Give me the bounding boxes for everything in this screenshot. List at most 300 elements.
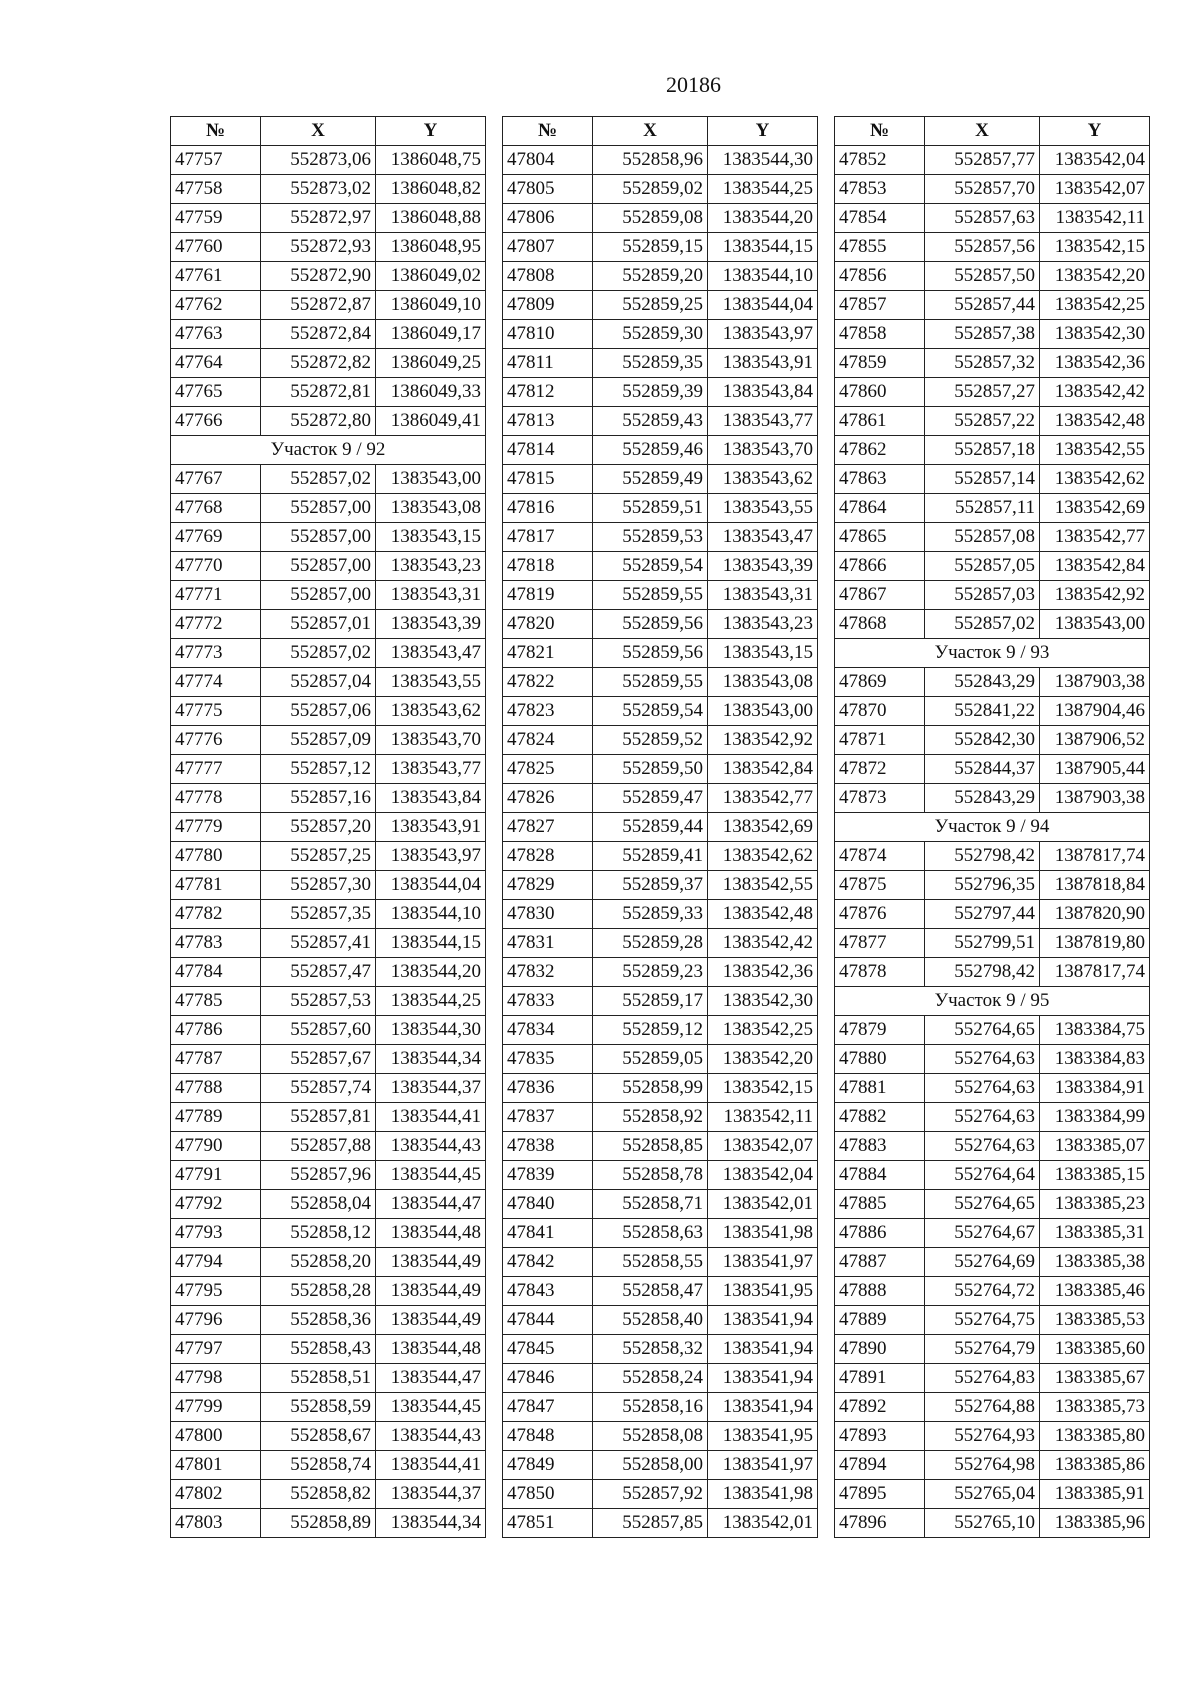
point-number-cell: 47870 <box>835 697 925 726</box>
point-number-cell: 47778 <box>171 784 261 813</box>
x-coordinate-cell: 552858,04 <box>261 1190 376 1219</box>
y-coordinate-cell: 1383544,48 <box>376 1335 486 1364</box>
x-coordinate-cell: 552873,02 <box>261 175 376 204</box>
table-row <box>503 523 818 552</box>
table-row <box>171 581 486 610</box>
point-number-cell: 47859 <box>835 349 925 378</box>
point-number-cell: 47775 <box>171 697 261 726</box>
table-row <box>835 465 1150 494</box>
y-coordinate-cell: 1383543,00 <box>708 697 818 726</box>
table-row <box>835 146 1150 175</box>
column-header-number: № <box>835 117 925 146</box>
y-coordinate-cell: 1383544,49 <box>376 1306 486 1335</box>
y-coordinate-cell: 1383543,84 <box>708 378 818 407</box>
x-coordinate-cell: 552859,33 <box>593 900 708 929</box>
point-number-cell: 47799 <box>171 1393 261 1422</box>
point-number-cell: 47800 <box>171 1422 261 1451</box>
point-number-cell: 47824 <box>503 726 593 755</box>
y-coordinate-cell: 1383542,04 <box>1040 146 1150 175</box>
y-coordinate-cell: 1383385,07 <box>1040 1132 1150 1161</box>
table-row <box>503 1219 818 1248</box>
x-coordinate-cell: 552859,44 <box>593 813 708 842</box>
point-number-cell: 47838 <box>503 1132 593 1161</box>
point-number-cell: 47874 <box>835 842 925 871</box>
x-coordinate-cell: 552857,02 <box>261 639 376 668</box>
point-number-cell: 47853 <box>835 175 925 204</box>
x-coordinate-cell: 552857,20 <box>261 813 376 842</box>
point-number-cell: 47814 <box>503 436 593 465</box>
table-row <box>503 784 818 813</box>
table-row <box>171 204 486 233</box>
point-number-cell: 47774 <box>171 668 261 697</box>
x-coordinate-cell: 552873,06 <box>261 146 376 175</box>
table-row <box>503 407 818 436</box>
y-coordinate-cell: 1383543,97 <box>708 320 818 349</box>
x-coordinate-cell: 552798,42 <box>925 958 1040 987</box>
y-coordinate-cell: 1383384,83 <box>1040 1045 1150 1074</box>
point-number-cell: 47779 <box>171 813 261 842</box>
x-coordinate-cell: 552858,71 <box>593 1190 708 1219</box>
y-coordinate-cell: 1387906,52 <box>1040 726 1150 755</box>
table-row <box>503 697 818 726</box>
x-coordinate-cell: 552857,06 <box>261 697 376 726</box>
y-coordinate-cell: 1383544,15 <box>708 233 818 262</box>
table-row <box>503 146 818 175</box>
table-row <box>171 1219 486 1248</box>
table-row <box>503 726 818 755</box>
table-row <box>171 929 486 958</box>
y-coordinate-cell: 1383543,62 <box>708 465 818 494</box>
y-coordinate-cell: 1383543,97 <box>376 842 486 871</box>
point-number-cell: 47863 <box>835 465 925 494</box>
y-coordinate-cell: 1383542,84 <box>708 755 818 784</box>
point-number-cell: 47801 <box>171 1451 261 1480</box>
x-coordinate-cell: 552765,04 <box>925 1480 1040 1509</box>
point-number-cell: 47872 <box>835 755 925 784</box>
x-coordinate-cell: 552859,50 <box>593 755 708 784</box>
point-number-cell: 47840 <box>503 1190 593 1219</box>
point-number-cell: 47876 <box>835 900 925 929</box>
y-coordinate-cell: 1383384,99 <box>1040 1103 1150 1132</box>
point-number-cell: 47762 <box>171 291 261 320</box>
point-number-cell: 47846 <box>503 1364 593 1393</box>
y-coordinate-cell: 1383543,77 <box>708 407 818 436</box>
point-number-cell: 47790 <box>171 1132 261 1161</box>
point-number-cell: 47827 <box>503 813 593 842</box>
y-coordinate-cell: 1386048,75 <box>376 146 486 175</box>
y-coordinate-cell: 1386049,10 <box>376 291 486 320</box>
table-row <box>503 320 818 349</box>
table-row <box>503 1161 818 1190</box>
y-coordinate-cell: 1383542,04 <box>708 1161 818 1190</box>
table-row <box>835 784 1150 813</box>
y-coordinate-cell: 1383541,97 <box>708 1451 818 1480</box>
point-number-cell: 47835 <box>503 1045 593 1074</box>
table-row <box>835 320 1150 349</box>
x-coordinate-cell: 552858,40 <box>593 1306 708 1335</box>
x-coordinate-cell: 552872,90 <box>261 262 376 291</box>
table-row <box>835 1509 1150 1538</box>
x-coordinate-cell: 552872,93 <box>261 233 376 262</box>
y-coordinate-cell: 1387820,90 <box>1040 900 1150 929</box>
table-row <box>835 1335 1150 1364</box>
x-coordinate-cell: 552858,36 <box>261 1306 376 1335</box>
x-coordinate-cell: 552858,47 <box>593 1277 708 1306</box>
x-coordinate-cell: 552859,53 <box>593 523 708 552</box>
table-row <box>171 1480 486 1509</box>
column-header-y: Y <box>1040 117 1150 146</box>
point-number-cell: 47764 <box>171 349 261 378</box>
y-coordinate-cell: 1387818,84 <box>1040 871 1150 900</box>
point-number-cell: 47791 <box>171 1161 261 1190</box>
x-coordinate-cell: 552857,02 <box>261 465 376 494</box>
point-number-cell: 47886 <box>835 1219 925 1248</box>
table-row <box>835 610 1150 639</box>
point-number-cell: 47820 <box>503 610 593 639</box>
table-row <box>503 610 818 639</box>
x-coordinate-cell: 552857,14 <box>925 465 1040 494</box>
point-number-cell: 47810 <box>503 320 593 349</box>
y-coordinate-cell: 1383544,25 <box>708 175 818 204</box>
table-header-row <box>171 117 486 146</box>
table-row <box>835 407 1150 436</box>
x-coordinate-cell: 552764,72 <box>925 1277 1040 1306</box>
x-coordinate-cell: 552764,63 <box>925 1074 1040 1103</box>
y-coordinate-cell: 1383385,23 <box>1040 1190 1150 1219</box>
point-number-cell: 47873 <box>835 784 925 813</box>
x-coordinate-cell: 552857,74 <box>261 1074 376 1103</box>
y-coordinate-cell: 1383542,62 <box>708 842 818 871</box>
coordinates-table-1 <box>170 116 486 1538</box>
y-coordinate-cell: 1383544,47 <box>376 1190 486 1219</box>
x-coordinate-cell: 552857,60 <box>261 1016 376 1045</box>
y-coordinate-cell: 1383385,38 <box>1040 1248 1150 1277</box>
table-row <box>171 1509 486 1538</box>
point-number-cell: 47777 <box>171 755 261 784</box>
table-row <box>835 1480 1150 1509</box>
x-coordinate-cell: 552858,00 <box>593 1451 708 1480</box>
column-header-y: Y <box>708 117 818 146</box>
x-coordinate-cell: 552858,78 <box>593 1161 708 1190</box>
y-coordinate-cell: 1383544,30 <box>708 146 818 175</box>
table-row <box>171 1277 486 1306</box>
point-number-cell: 47793 <box>171 1219 261 1248</box>
y-coordinate-cell: 1383542,30 <box>1040 320 1150 349</box>
y-coordinate-cell: 1386049,25 <box>376 349 486 378</box>
y-coordinate-cell: 1383385,91 <box>1040 1480 1150 1509</box>
point-number-cell: 47858 <box>835 320 925 349</box>
y-coordinate-cell: 1383542,48 <box>708 900 818 929</box>
point-number-cell: 47857 <box>835 291 925 320</box>
point-number-cell: 47828 <box>503 842 593 871</box>
y-coordinate-cell: 1383542,25 <box>708 1016 818 1045</box>
point-number-cell: 47770 <box>171 552 261 581</box>
x-coordinate-cell: 552764,67 <box>925 1219 1040 1248</box>
point-number-cell: 47844 <box>503 1306 593 1335</box>
x-coordinate-cell: 552857,27 <box>925 378 1040 407</box>
x-coordinate-cell: 552857,63 <box>925 204 1040 233</box>
point-number-cell: 47816 <box>503 494 593 523</box>
x-coordinate-cell: 552859,55 <box>593 668 708 697</box>
table-row <box>835 1219 1150 1248</box>
point-number-cell: 47881 <box>835 1074 925 1103</box>
point-number-cell: 47806 <box>503 204 593 233</box>
table-row <box>171 291 486 320</box>
table-header-row <box>835 117 1150 146</box>
x-coordinate-cell: 552859,49 <box>593 465 708 494</box>
table-row <box>835 552 1150 581</box>
x-coordinate-cell: 552798,42 <box>925 842 1040 871</box>
x-coordinate-cell: 552764,65 <box>925 1190 1040 1219</box>
x-coordinate-cell: 552857,50 <box>925 262 1040 291</box>
x-coordinate-cell: 552859,55 <box>593 581 708 610</box>
x-coordinate-cell: 552857,00 <box>261 494 376 523</box>
x-coordinate-cell: 552858,99 <box>593 1074 708 1103</box>
table-row <box>171 1335 486 1364</box>
x-coordinate-cell: 552764,75 <box>925 1306 1040 1335</box>
y-coordinate-cell: 1383384,91 <box>1040 1074 1150 1103</box>
page-number: 20186 <box>666 72 721 97</box>
point-number-cell: 47889 <box>835 1306 925 1335</box>
table-header-row <box>503 117 818 146</box>
x-coordinate-cell: 552859,54 <box>593 552 708 581</box>
x-coordinate-cell: 552859,25 <box>593 291 708 320</box>
table-row <box>503 262 818 291</box>
point-number-cell: 47794 <box>171 1248 261 1277</box>
y-coordinate-cell: 1383542,92 <box>1040 581 1150 610</box>
table-row <box>835 668 1150 697</box>
point-number-cell: 47815 <box>503 465 593 494</box>
point-number-cell: 47875 <box>835 871 925 900</box>
x-coordinate-cell: 552857,44 <box>925 291 1040 320</box>
y-coordinate-cell: 1383541,94 <box>708 1306 818 1335</box>
point-number-cell: 47818 <box>503 552 593 581</box>
point-number-cell: 47819 <box>503 581 593 610</box>
y-coordinate-cell: 1383544,43 <box>376 1132 486 1161</box>
y-coordinate-cell: 1383543,15 <box>708 639 818 668</box>
table-row <box>835 262 1150 291</box>
table-row <box>171 958 486 987</box>
y-coordinate-cell: 1383544,04 <box>376 871 486 900</box>
table-row <box>835 1422 1150 1451</box>
table-row <box>503 639 818 668</box>
x-coordinate-cell: 552857,02 <box>925 610 1040 639</box>
table-row <box>171 1306 486 1335</box>
y-coordinate-cell: 1387903,38 <box>1040 668 1150 697</box>
point-number-cell: 47776 <box>171 726 261 755</box>
y-coordinate-cell: 1383542,84 <box>1040 552 1150 581</box>
y-coordinate-cell: 1387817,74 <box>1040 842 1150 871</box>
x-coordinate-cell: 552858,89 <box>261 1509 376 1538</box>
point-number-cell: 47780 <box>171 842 261 871</box>
table-row <box>171 1364 486 1393</box>
x-coordinate-cell: 552859,20 <box>593 262 708 291</box>
table-row <box>171 1074 486 1103</box>
point-number-cell: 47885 <box>835 1190 925 1219</box>
point-number-cell: 47763 <box>171 320 261 349</box>
x-coordinate-cell: 552872,87 <box>261 291 376 320</box>
point-number-cell: 47852 <box>835 146 925 175</box>
y-coordinate-cell: 1383544,25 <box>376 987 486 1016</box>
column-header-x: X <box>925 117 1040 146</box>
y-coordinate-cell: 1383542,20 <box>1040 262 1150 291</box>
table-row <box>171 175 486 204</box>
point-number-cell: 47867 <box>835 581 925 610</box>
point-number-cell: 47865 <box>835 523 925 552</box>
table-row <box>171 842 486 871</box>
point-number-cell: 47803 <box>171 1509 261 1538</box>
point-number-cell: 47861 <box>835 407 925 436</box>
y-coordinate-cell: 1383544,41 <box>376 1103 486 1132</box>
point-number-cell: 47766 <box>171 407 261 436</box>
table-row <box>835 175 1150 204</box>
y-coordinate-cell: 1383542,07 <box>708 1132 818 1161</box>
table-row <box>171 610 486 639</box>
y-coordinate-cell: 1386049,02 <box>376 262 486 291</box>
x-coordinate-cell: 552857,25 <box>261 842 376 871</box>
table-row <box>503 1277 818 1306</box>
y-coordinate-cell: 1387903,38 <box>1040 784 1150 813</box>
table-row <box>171 146 486 175</box>
table-row <box>171 1132 486 1161</box>
y-coordinate-cell: 1383543,23 <box>708 610 818 639</box>
y-coordinate-cell: 1386048,88 <box>376 204 486 233</box>
y-coordinate-cell: 1383542,55 <box>708 871 818 900</box>
section-title: Участок 9 / 94 <box>835 813 1150 842</box>
table-row <box>503 1016 818 1045</box>
point-number-cell: 47866 <box>835 552 925 581</box>
point-number-cell: 47854 <box>835 204 925 233</box>
table-row <box>835 349 1150 378</box>
y-coordinate-cell: 1383542,30 <box>708 987 818 1016</box>
y-coordinate-cell: 1383385,53 <box>1040 1306 1150 1335</box>
y-coordinate-cell: 1383543,55 <box>708 494 818 523</box>
x-coordinate-cell: 552858,51 <box>261 1364 376 1393</box>
point-number-cell: 47769 <box>171 523 261 552</box>
y-coordinate-cell: 1383543,47 <box>708 523 818 552</box>
table-row <box>171 1190 486 1219</box>
point-number-cell: 47804 <box>503 146 593 175</box>
table-row <box>171 523 486 552</box>
y-coordinate-cell: 1383542,25 <box>1040 291 1150 320</box>
table-row <box>835 755 1150 784</box>
x-coordinate-cell: 552857,16 <box>261 784 376 813</box>
point-number-cell: 47786 <box>171 1016 261 1045</box>
x-coordinate-cell: 552765,10 <box>925 1509 1040 1538</box>
point-number-cell: 47809 <box>503 291 593 320</box>
x-coordinate-cell: 552859,08 <box>593 204 708 233</box>
y-coordinate-cell: 1386049,41 <box>376 407 486 436</box>
point-number-cell: 47767 <box>171 465 261 494</box>
y-coordinate-cell: 1383384,75 <box>1040 1016 1150 1045</box>
y-coordinate-cell: 1383543,00 <box>1040 610 1150 639</box>
y-coordinate-cell: 1383543,08 <box>708 668 818 697</box>
x-coordinate-cell: 552857,30 <box>261 871 376 900</box>
table-row <box>503 929 818 958</box>
x-coordinate-cell: 552841,22 <box>925 697 1040 726</box>
column-header-number: № <box>171 117 261 146</box>
point-number-cell: 47841 <box>503 1219 593 1248</box>
table-row <box>835 523 1150 552</box>
point-number-cell: 47807 <box>503 233 593 262</box>
x-coordinate-cell: 552857,96 <box>261 1161 376 1190</box>
y-coordinate-cell: 1383385,46 <box>1040 1277 1150 1306</box>
x-coordinate-cell: 552859,30 <box>593 320 708 349</box>
point-number-cell: 47802 <box>171 1480 261 1509</box>
table-row <box>503 900 818 929</box>
y-coordinate-cell: 1383544,49 <box>376 1277 486 1306</box>
table-row <box>171 1393 486 1422</box>
y-coordinate-cell: 1383542,36 <box>708 958 818 987</box>
x-coordinate-cell: 552858,28 <box>261 1277 376 1306</box>
table-row <box>835 436 1150 465</box>
x-coordinate-cell: 552859,12 <box>593 1016 708 1045</box>
y-coordinate-cell: 1383543,70 <box>708 436 818 465</box>
y-coordinate-cell: 1383543,39 <box>376 610 486 639</box>
table-row <box>171 639 486 668</box>
x-coordinate-cell: 552872,82 <box>261 349 376 378</box>
x-coordinate-cell: 552857,35 <box>261 900 376 929</box>
x-coordinate-cell: 552799,51 <box>925 929 1040 958</box>
y-coordinate-cell: 1383541,94 <box>708 1335 818 1364</box>
table-row <box>835 233 1150 262</box>
x-coordinate-cell: 552859,15 <box>593 233 708 262</box>
y-coordinate-cell: 1383542,01 <box>708 1509 818 1538</box>
y-coordinate-cell: 1383542,42 <box>708 929 818 958</box>
column-header-number: № <box>503 117 593 146</box>
x-coordinate-cell: 552844,37 <box>925 755 1040 784</box>
y-coordinate-cell: 1383542,69 <box>1040 494 1150 523</box>
table-row <box>171 900 486 929</box>
x-coordinate-cell: 552857,77 <box>925 146 1040 175</box>
table-row <box>835 1393 1150 1422</box>
y-coordinate-cell: 1383542,07 <box>1040 175 1150 204</box>
point-number-cell: 47831 <box>503 929 593 958</box>
x-coordinate-cell: 552857,47 <box>261 958 376 987</box>
y-coordinate-cell: 1383542,42 <box>1040 378 1150 407</box>
point-number-cell: 47760 <box>171 233 261 262</box>
point-number-cell: 47785 <box>171 987 261 1016</box>
y-coordinate-cell: 1383543,55 <box>376 668 486 697</box>
point-number-cell: 47879 <box>835 1016 925 1045</box>
point-number-cell: 47845 <box>503 1335 593 1364</box>
x-coordinate-cell: 552857,08 <box>925 523 1040 552</box>
point-number-cell: 47882 <box>835 1103 925 1132</box>
y-coordinate-cell: 1383385,73 <box>1040 1393 1150 1422</box>
x-coordinate-cell: 552843,29 <box>925 668 1040 697</box>
table-row <box>171 1161 486 1190</box>
x-coordinate-cell: 552858,85 <box>593 1132 708 1161</box>
table-row <box>171 1045 486 1074</box>
point-number-cell: 47772 <box>171 610 261 639</box>
y-coordinate-cell: 1383544,04 <box>708 291 818 320</box>
point-number-cell: 47851 <box>503 1509 593 1538</box>
point-number-cell: 47782 <box>171 900 261 929</box>
point-number-cell: 47849 <box>503 1451 593 1480</box>
x-coordinate-cell: 552859,51 <box>593 494 708 523</box>
x-coordinate-cell: 552859,41 <box>593 842 708 871</box>
point-number-cell: 47771 <box>171 581 261 610</box>
x-coordinate-cell: 552858,32 <box>593 1335 708 1364</box>
point-number-cell: 47884 <box>835 1161 925 1190</box>
y-coordinate-cell: 1383544,34 <box>376 1509 486 1538</box>
point-number-cell: 47891 <box>835 1364 925 1393</box>
y-coordinate-cell: 1386048,95 <box>376 233 486 262</box>
point-number-cell: 47781 <box>171 871 261 900</box>
x-coordinate-cell: 552764,88 <box>925 1393 1040 1422</box>
point-number-cell: 47808 <box>503 262 593 291</box>
y-coordinate-cell: 1383541,94 <box>708 1393 818 1422</box>
